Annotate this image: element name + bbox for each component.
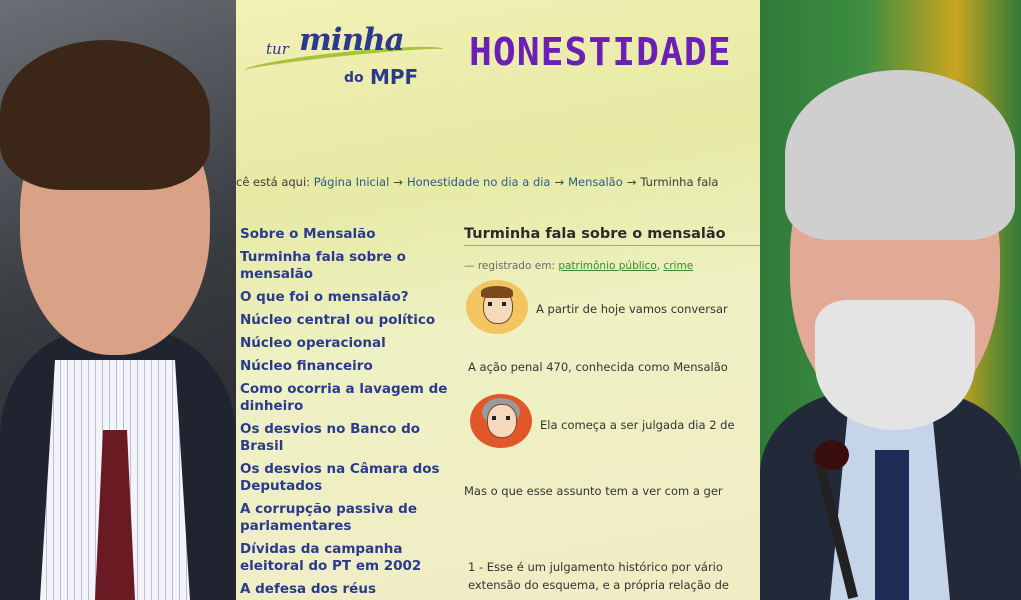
- article-line: Mas o que esse assunto tem a ver com a ger: [464, 484, 723, 498]
- sidebar-item-sobre[interactable]: Sobre o Mensalão: [240, 226, 376, 242]
- logo-small: do: [344, 70, 364, 86]
- sidebar-item-corrupcao[interactable]: A corrupção passiva de parlamentares: [240, 501, 418, 534]
- article-registered: — registrado em: patrimônio público, crime: [464, 260, 694, 272]
- website-screenshot: [236, 0, 760, 600]
- breadcrumb-home[interactable]: Página Inicial: [313, 175, 390, 189]
- article-title: Turminha fala sobre o mensalão: [464, 226, 760, 246]
- right-photo: [760, 0, 1021, 600]
- girl-avatar-icon: [470, 394, 532, 448]
- turminha-logo[interactable]: [244, 16, 449, 88]
- avatar-head: [487, 404, 517, 438]
- sidebar-item-o-que-foi[interactable]: O que foi o mensalão?: [240, 289, 409, 305]
- breadcrumb-mensalao[interactable]: Mensalão: [568, 175, 623, 189]
- article-line: A partir de hoje vamos conversar: [536, 302, 728, 316]
- left-person-hair: [0, 40, 210, 190]
- registered-label: — registrado em:: [464, 260, 555, 272]
- sidebar-item-lavagem[interactable]: Como ocorria a lavagem de dinheiro: [240, 381, 448, 414]
- article-line: 1 - Esse é um julgamento histórico por vário: [468, 560, 723, 574]
- article-line: A ação penal 470, conhecida como Mensalão: [468, 360, 728, 374]
- sidebar-item-turminha-fala[interactable]: Turminha fala sobre o mensalão: [240, 249, 406, 282]
- boy-avatar-icon: [466, 280, 528, 334]
- breadcrumb-current: Turminha fala: [640, 175, 719, 189]
- breadcrumb: [236, 175, 718, 189]
- sidebar-item-dividas[interactable]: Dívidas da campanha eleitoral do PT em 2002: [240, 541, 422, 574]
- right-person-tie: [875, 450, 909, 600]
- microphone-head: [815, 440, 849, 470]
- article-content: [464, 226, 760, 592]
- avatar-eyes: [492, 416, 510, 420]
- left-photo: [0, 0, 236, 600]
- avatar-eyes: [488, 302, 506, 306]
- article-line: extensão do esquema, e a própria relação de: [468, 578, 729, 592]
- breadcrumb-lead: cê está aqui:: [236, 175, 311, 189]
- sidebar-item-nucleo-financeiro[interactable]: Núcleo financeiro: [240, 358, 373, 374]
- sidebar-item-nucleo-operacional[interactable]: Núcleo operacional: [240, 335, 386, 351]
- tag-crime[interactable]: crime: [663, 260, 694, 272]
- breadcrumb-separator: →: [393, 175, 403, 189]
- sidebar-item-defesa[interactable]: A defesa dos réus: [240, 581, 376, 597]
- breadcrumb-separator: →: [626, 175, 637, 189]
- avatar-hair: [481, 286, 513, 298]
- right-person-hair: [785, 70, 1015, 240]
- right-person-beard: [815, 300, 975, 430]
- logo-prefix: tur: [266, 40, 289, 58]
- sidebar-item-nucleo-central[interactable]: Núcleo central ou político: [240, 312, 436, 328]
- tag-patrimonio[interactable]: patrimônio público: [558, 260, 657, 272]
- article-line: Ela começa a ser julgada dia 2 de: [540, 418, 735, 432]
- breadcrumb-separator: →: [554, 175, 565, 189]
- breadcrumb-honestidade[interactable]: Honestidade no dia a dia: [406, 175, 551, 189]
- sidebar-nav: [240, 226, 450, 600]
- sidebar-item-camara[interactable]: Os desvios na Câmara dos Deputados: [240, 461, 440, 494]
- logo-main: minha: [299, 22, 404, 58]
- site-title: HONESTIDADE: [469, 30, 732, 74]
- logo-org: MPF: [370, 65, 419, 89]
- sidebar-item-banco-do-brasil[interactable]: Os desvios no Banco do Brasil: [240, 421, 421, 454]
